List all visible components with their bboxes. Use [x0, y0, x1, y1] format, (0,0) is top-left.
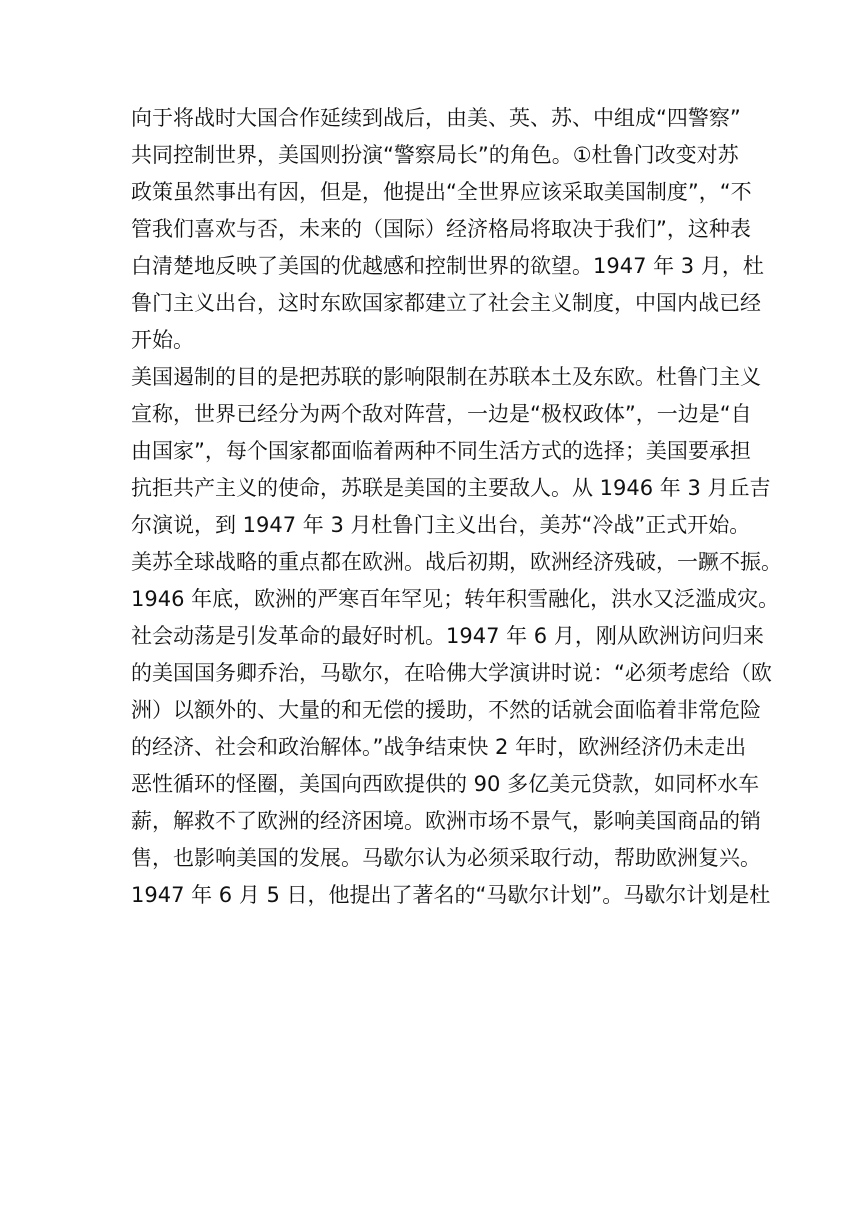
text-line: 尔演说，到 1947 年 3 月杜鲁门主义出台，美苏“冷战”正式开始。	[131, 513, 751, 537]
text-line: 由国家”，每个国家都面临着两种不同生活方式的选择；美国要承担	[131, 439, 751, 463]
text-line: 政策虽然事出有因，但是，他提出“全世界应该采取美国制度”，“不	[131, 180, 752, 204]
paragraph	[131, 100, 764, 359]
text-line: 宣称，世界已经分为两个敌对阵营，一边是“极权政体”，一边是“自	[131, 402, 752, 426]
text-line: 向于将战时大国合作延续到战后，由美、英、苏、中组成“四警察”	[131, 106, 741, 130]
text-line: 的美国国务卿乔治，马歇尔，在哈佛大学演讲时说：“必须考虑给（欧	[131, 661, 772, 685]
text-line: 抗拒共产主义的使命，苏联是美国的主要敌人。从 1946 年 3 月丘吉	[131, 476, 771, 500]
text-line: 共同控制世界，美国则扮演“警察局长”的角色。①杜鲁门改变对苏	[131, 143, 739, 167]
text-line: 管我们喜欢与否，未来的（国际）经济格局将取决于我们”，这种表	[131, 217, 751, 241]
text-line: 恶性循环的怪圈，美国向西欧提供的 90 多亿美元贷款，如同杯水车	[131, 772, 760, 796]
text-line: 售，也影响美国的发展。马歇尔认为必须采取行动，帮助欧洲复兴。	[131, 846, 761, 870]
paragraph	[131, 359, 771, 544]
text-line: 1947 年 6 月 5 日，他提出了著名的“马歇尔计划”。马歇尔计划是杜	[131, 883, 771, 907]
text-line: 美苏全球战略的重点都在欧洲。战后初期，欧洲经济残破，一蹶不振。	[131, 550, 782, 574]
text-line: 洲）以额外的、大量的和无偿的援助，不然的话就会面临着非常危险	[131, 698, 761, 722]
document-body	[131, 100, 782, 914]
text-line: 白清楚地反映了美国的优越感和控制世界的欲望。1947 年 3 月，杜	[131, 254, 764, 278]
text-line: 开始。	[131, 328, 194, 352]
text-line: 美国遏制的目的是把苏联的影响限制在苏联本土及东欧。杜鲁门主义	[131, 365, 761, 389]
paragraph	[131, 544, 782, 914]
text-line: 1946 年底，欧洲的严寒百年罕见；转年积雪融化，洪水又泛滥成灾。	[131, 587, 780, 611]
text-line: 鲁门主义出台，这时东欧国家都建立了社会主义制度，中国内战已经	[131, 291, 761, 315]
text-line: 社会动荡是引发革命的最好时机。1947 年 6 月，刚从欧洲访问归来	[131, 624, 764, 648]
text-line: 薪，解救不了欧洲的经济困境。欧洲市场不景气，影响美国商品的销	[131, 809, 761, 833]
text-line: 的经济、社会和政治解体。”战争结束快 2 年时，欧洲经济仍未走出	[131, 735, 747, 759]
